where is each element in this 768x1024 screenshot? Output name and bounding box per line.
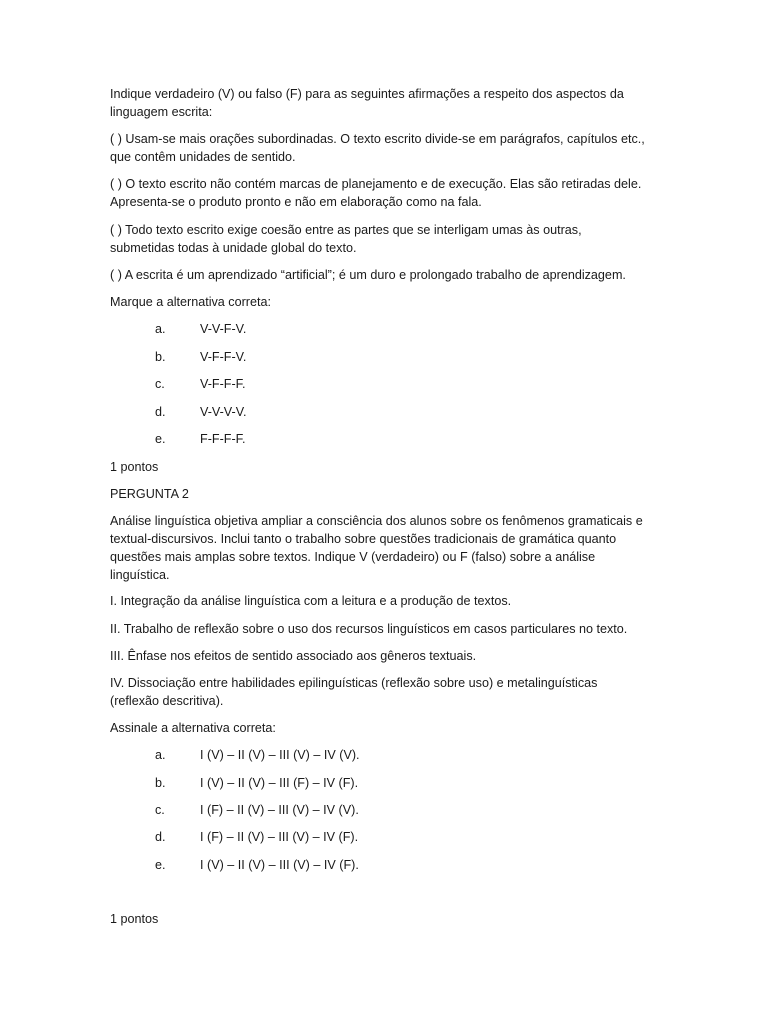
option-text: V-F-F-V. [200,350,247,364]
q1-intro [110,85,624,121]
q1-statement-2 [110,175,641,211]
q1-statement-1 [110,130,645,166]
q2-item-line: III. Ênfase nos efeitos de sentido associado aos gêneros textuais. [110,649,477,663]
q2-points: 1 pontos [110,912,159,926]
option-text: I (F) – II (V) – III (V) – IV (V). [200,803,359,817]
q1-intro-line: linguagem escrita: [110,105,213,119]
q2-item-line: I. Integração da análise linguística com a leitura e a produção de textos. [110,594,512,608]
q1-points: 1 pontos [110,460,159,474]
q2-item-2 [110,620,627,638]
q2-item-line: II. Trabalho de reflexão sobre o uso dos recursos linguísticos em casos particulares no texto. [110,622,628,636]
q2-instruction: Assinale a alternativa correta: [110,721,276,735]
q2-intro-line: linguística. [110,568,170,582]
q1-statement-line: que contêm unidades de sentido. [110,150,296,164]
q1-statement-line: submetidas todas à unidade global do texto. [110,241,357,255]
option-letter: d. [155,830,166,844]
q2-item-4 [110,674,597,710]
option-text: I (V) – II (V) – III (F) – IV (F). [200,776,359,790]
option-letter: b. [155,776,166,790]
option-text: F-F-F-F. [200,432,246,446]
q1-instruction: Marque a alternativa correta: [110,295,272,309]
option-letter: e. [155,432,166,446]
q2-intro-line: textual-discursivos. Inclui tanto o trabalho sobre questões tradicionais de gramática quanto [110,532,617,546]
q1-intro-line: Indique verdadeiro (V) ou falso (F) para as seguintes afirmações a respeito dos aspectos da [110,87,624,101]
q1-statement-line: ( ) Usam-se mais orações subordinadas. O texto escrito divide-se em parágrafos, capítulos etc., [110,132,645,146]
option-letter: a. [155,322,166,336]
q1-statement-line: ( ) A escrita é um aprendizado “artificial”; é um duro e prolongado trabalho de aprendizagem. [110,268,626,282]
q1-statement-4 [110,266,626,284]
q2-item-line: (reflexão descritiva). [110,694,224,708]
q2-item-line: IV. Dissociação entre habilidades epilinguísticas (reflexão sobre uso) e metalinguísticas [110,676,598,690]
option-text: V-V-F-V. [200,322,247,336]
q2-heading: PERGUNTA 2 [110,487,189,501]
q1-statement-line: ( ) O texto escrito não contém marcas de planejamento e de execução. Elas são retiradas dele. [110,177,642,191]
option-letter: c. [155,803,165,817]
option-text: V-F-F-F. [200,377,246,391]
q2-intro-line: questões mais amplas sobre textos. Indique V (verdadeiro) ou F (falso) sobre a análise [110,550,596,564]
q1-statement-line: Apresenta-se o produto pronto e não em elaboração como na fala. [110,195,482,209]
q1-statement-3 [110,221,582,257]
q2-item-1 [110,592,511,610]
q2-intro-line: Análise linguística objetiva ampliar a consciência dos alunos sobre os fenômenos gramaticais e [110,514,643,528]
option-letter: b. [155,350,166,364]
q1-statement-line: ( ) Todo texto escrito exige coesão entre as partes que se interligam umas às outras, [110,223,582,237]
option-text: I (F) – II (V) – III (V) – IV (F). [200,830,359,844]
option-letter: a. [155,748,166,762]
option-letter: d. [155,405,166,419]
option-letter: e. [155,858,166,872]
q2-intro [110,512,643,584]
option-text: V-V-V-V. [200,405,247,419]
option-text: I (V) – II (V) – III (V) – IV (V). [200,748,360,762]
option-text: I (V) – II (V) – III (V) – IV (F). [200,858,359,872]
q2-item-3 [110,647,476,665]
option-letter: c. [155,377,165,391]
